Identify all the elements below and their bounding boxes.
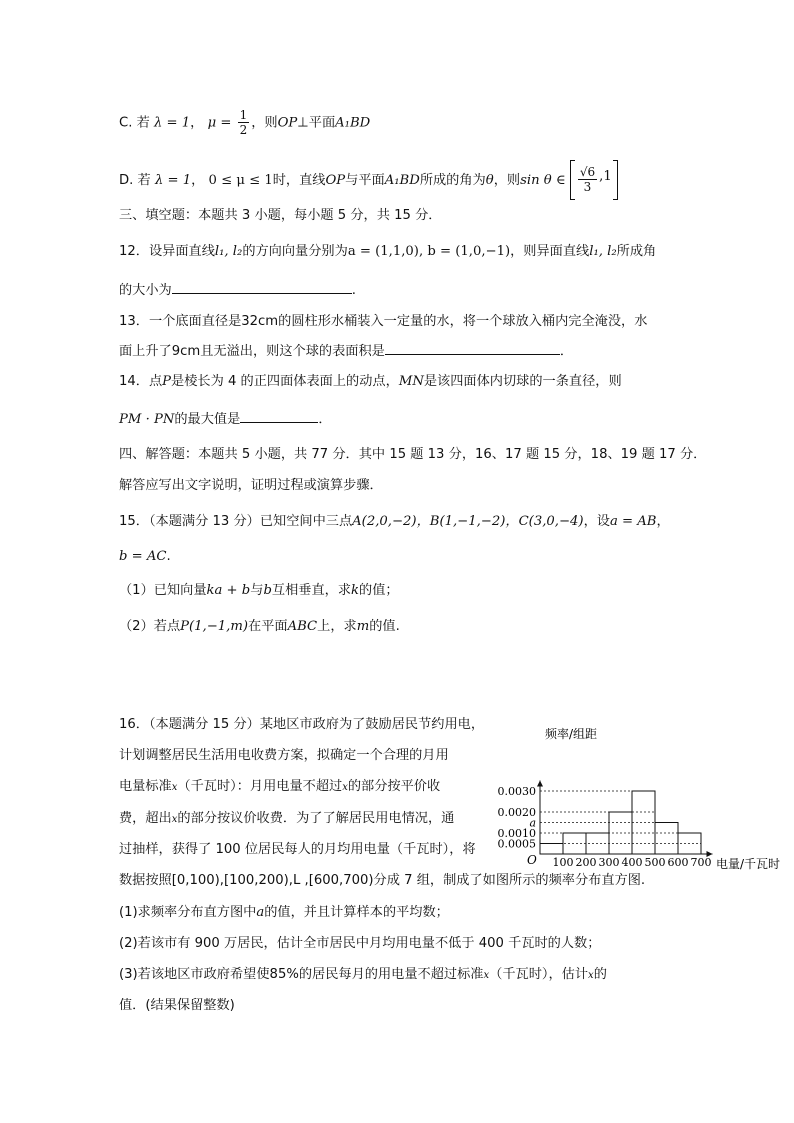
- plane-abc: ABC: [287, 619, 318, 634]
- y-tick-label: 0.0030: [497, 785, 536, 798]
- lines-l1-l2: l₁, l₂: [214, 244, 243, 259]
- line-op: OP: [325, 173, 346, 188]
- answer-blank[interactable]: [240, 410, 318, 423]
- q15-text: 的值；: [359, 583, 399, 598]
- fraction-denominator: 2: [239, 123, 248, 137]
- x-tick-label: 400: [621, 856, 643, 869]
- question-16-part3: [119, 966, 607, 985]
- x-tick-label: 600: [667, 856, 689, 869]
- variable-a: a: [256, 905, 265, 920]
- lambda-condition: λ = 1: [153, 115, 191, 131]
- q15-text: 与: [250, 583, 264, 598]
- option-d: [119, 160, 618, 200]
- plane-a1bd: A₁BD: [384, 173, 420, 188]
- vector-a-definition: a = AB: [609, 514, 657, 529]
- variable-x: x: [588, 970, 594, 981]
- q12-text: 的大小为: [119, 283, 172, 298]
- q16-text: （千瓦时）：月用电量不超过: [177, 779, 343, 794]
- question-16-line1: 16．（本题满分 15 分）某地区市政府为了鼓励居民节约用电，: [119, 717, 485, 732]
- q15-text: 互相垂直，求: [271, 583, 352, 598]
- q15-text: 的值.: [369, 619, 400, 634]
- option-d-text: 时，直线: [272, 173, 326, 188]
- y-axis-label: 频率/组距: [545, 727, 598, 741]
- option-d-text: ，则: [493, 173, 521, 188]
- option-d-label: D. 若: [119, 173, 151, 188]
- vector-expression: ka + b: [206, 583, 251, 598]
- histogram-bar: [632, 791, 655, 854]
- fraction-one-half: [238, 108, 250, 137]
- q14-text: 是该四面体内切球的一条直径，则: [423, 374, 622, 389]
- q16-text: 的部分按议价收费．为了了解居民用电情况，通: [177, 811, 455, 826]
- theta-symbol: θ: [485, 173, 494, 188]
- q14-text: 的最大值是: [174, 412, 241, 427]
- histogram-bar: [540, 844, 563, 855]
- chart-x-ticks: [553, 856, 712, 869]
- answer-blank[interactable]: [172, 281, 352, 294]
- q12-text: 的方向向量分别为: [242, 244, 348, 259]
- variable-x: x: [171, 814, 178, 825]
- q15-text: 15．（本题满分 13 分）已知空间中三点: [119, 514, 353, 529]
- variable-x: x: [483, 970, 490, 981]
- variable-m: m: [356, 619, 370, 634]
- section-4-heading: 四、解答题：本题共 5 小题，共 77 分．其中 15 题 13 分，16、17 题 15 分，18、19 题 17 分．: [119, 447, 707, 462]
- question-16-line6: 数据按照[0,100),[100,200),L ,[600,700)分成 7 组，制成了如图所示的频率分布直方图.: [119, 873, 646, 888]
- option-d-text: 所成的角为: [419, 173, 486, 188]
- point-p: P: [162, 374, 172, 389]
- variable-x: x: [342, 782, 348, 793]
- q12-text: ，则异面直线: [510, 244, 590, 259]
- y-axis-arrow: [537, 781, 543, 787]
- q16-text: 费，超出: [119, 811, 172, 826]
- x-tick-label: 100: [552, 856, 574, 869]
- interval-fraction: [578, 165, 597, 194]
- histogram-bar: [563, 833, 586, 854]
- then-text: ，则: [251, 115, 278, 131]
- line-op: OP: [277, 115, 298, 131]
- x-axis-label: 电量/千瓦时: [716, 857, 781, 871]
- question-13-line2: 面上升了9cm且无溢出，则这个球的表面积是 ．: [119, 344, 574, 359]
- x-tick-label: 300: [598, 856, 620, 869]
- q15-text: 在平面: [248, 619, 288, 634]
- q12-text: 12．设异面直线: [119, 244, 215, 259]
- question-15-part2: [119, 618, 400, 636]
- lines-l1-l2: l₁, l₂: [589, 244, 617, 259]
- option-c: [119, 108, 370, 137]
- q16-text: 电量标准: [119, 779, 172, 794]
- question-13-line1: 13．一个底面直径是32cm的圆柱形水桶装入一定量的水，将一个球放入桶内完全淹没，水: [119, 314, 648, 329]
- q16-text: 的部分按平价收: [347, 779, 441, 794]
- q12-text: 所成角: [616, 244, 657, 259]
- fraction-numerator: 1: [239, 108, 248, 122]
- question-12-line1: [119, 243, 656, 261]
- x-tick-label: 700: [690, 856, 712, 869]
- histogram-bar: [655, 823, 678, 855]
- question-16-line4: [119, 810, 454, 829]
- interval-end: ,1: [599, 169, 612, 184]
- fraction-denominator: 3: [583, 180, 592, 194]
- plane-a1bd: A₁BD: [335, 115, 371, 131]
- x-tick-label: 500: [644, 856, 666, 869]
- q15-text: 上，求: [317, 619, 357, 634]
- q15-text: （1）已知向量: [119, 583, 207, 598]
- y-tick-label: 0.0010: [497, 827, 536, 840]
- diameter-mn: MN: [398, 374, 424, 389]
- mu-expression: μ =: [207, 115, 232, 131]
- variable-k: k: [351, 583, 360, 598]
- direction-vectors: a = (1,1,0), b = (1,0,−1): [347, 244, 511, 259]
- question-16-line5: 过抽样，获得了 100 位居民每人的月均用电量（千瓦时），将: [119, 842, 476, 857]
- q13-text: 面上升了9cm且无溢出，则这个球的表面积是: [119, 344, 385, 359]
- question-12-line2: 的大小为 .: [119, 283, 356, 298]
- q16-text: (1)求频率分布直方图中: [119, 905, 257, 920]
- question-15-line1: 15．（本题满分 13 分）已知空间中三点A(2,0,−2)，B(1,−1,−2)，C(3,0,−4)，设a = AB，: [119, 514, 670, 529]
- comma: ，: [190, 115, 204, 131]
- chart-dashed-guides: [540, 791, 701, 844]
- comma: ，: [191, 173, 205, 188]
- option-d-text: 与平面: [345, 173, 385, 188]
- chart-y-ticks: [498, 785, 537, 851]
- sin-theta: sin θ ∈: [520, 173, 566, 188]
- y-tick-label: a: [529, 816, 536, 830]
- question-15-line2: b = AC.: [119, 549, 171, 564]
- question-16-part1: [119, 904, 449, 922]
- q16-text: 的值，并且计算样本的平均数；: [264, 905, 449, 920]
- fraction-numerator: √6: [579, 165, 596, 179]
- points-abc: A(2,0,−2)，B(1,−1,−2)，C(3,0,−4): [352, 514, 584, 529]
- perp-plane-text: ⊥平面: [297, 115, 336, 131]
- question-14-line1: [119, 373, 622, 391]
- question-16-line2: 计划调整居民生活用电收费方案，拟确定一个合理的月用: [119, 748, 449, 763]
- q15-text: （2）若点: [119, 619, 181, 634]
- dot-product: PM · PN: [119, 412, 175, 427]
- frequency-histogram: [490, 720, 794, 880]
- point-p: P(1,−1,m): [180, 619, 249, 634]
- question-14-line2: PM · PN的最大值是 ．: [119, 412, 332, 427]
- lambda-condition: λ = 1: [154, 173, 192, 188]
- section-3-heading: 三、填空题：本题共 3 小题，每小题 5 分，共 15 分．: [119, 208, 442, 223]
- y-tick-label: 0.0005: [497, 837, 536, 851]
- q16-text: 的: [593, 967, 607, 982]
- q15-text: ，设: [583, 514, 610, 529]
- q16-text: (3)若该地区市政府希望使85%的居民每月的用电量不超过标准: [119, 967, 484, 982]
- question-15-part1: （1）已知向量ka + b与b互相垂直，求k的值；: [119, 583, 399, 598]
- vector-b-definition: b = AC: [119, 549, 167, 564]
- q14-text: 是棱长为 4 的正四面体表面上的动点，: [171, 374, 399, 389]
- origin-label: O: [527, 853, 537, 867]
- q14-text: 14．点: [119, 374, 163, 389]
- question-16-part2: (2)若该市有 900 万居民，估计全市居民中月均用电量不低于 400 千瓦时的人数；: [119, 936, 601, 951]
- section-4-note: 解答应写出文字说明，证明过程或演算步骤．: [119, 478, 383, 493]
- x-tick-label: 200: [575, 856, 597, 869]
- interval-bracket: [570, 160, 618, 200]
- y-tick-label: 0.0020: [497, 806, 536, 819]
- question-16-part4: 值．(结果保留整数): [119, 998, 235, 1013]
- question-16-line3: [119, 778, 440, 797]
- option-c-label: C. 若: [119, 115, 150, 131]
- variable-x: x: [171, 782, 178, 793]
- answer-blank[interactable]: [385, 342, 560, 355]
- q16-text: （千瓦时），估计: [489, 967, 589, 982]
- mu-range: 0 ≤ μ ≤ 1: [208, 173, 273, 188]
